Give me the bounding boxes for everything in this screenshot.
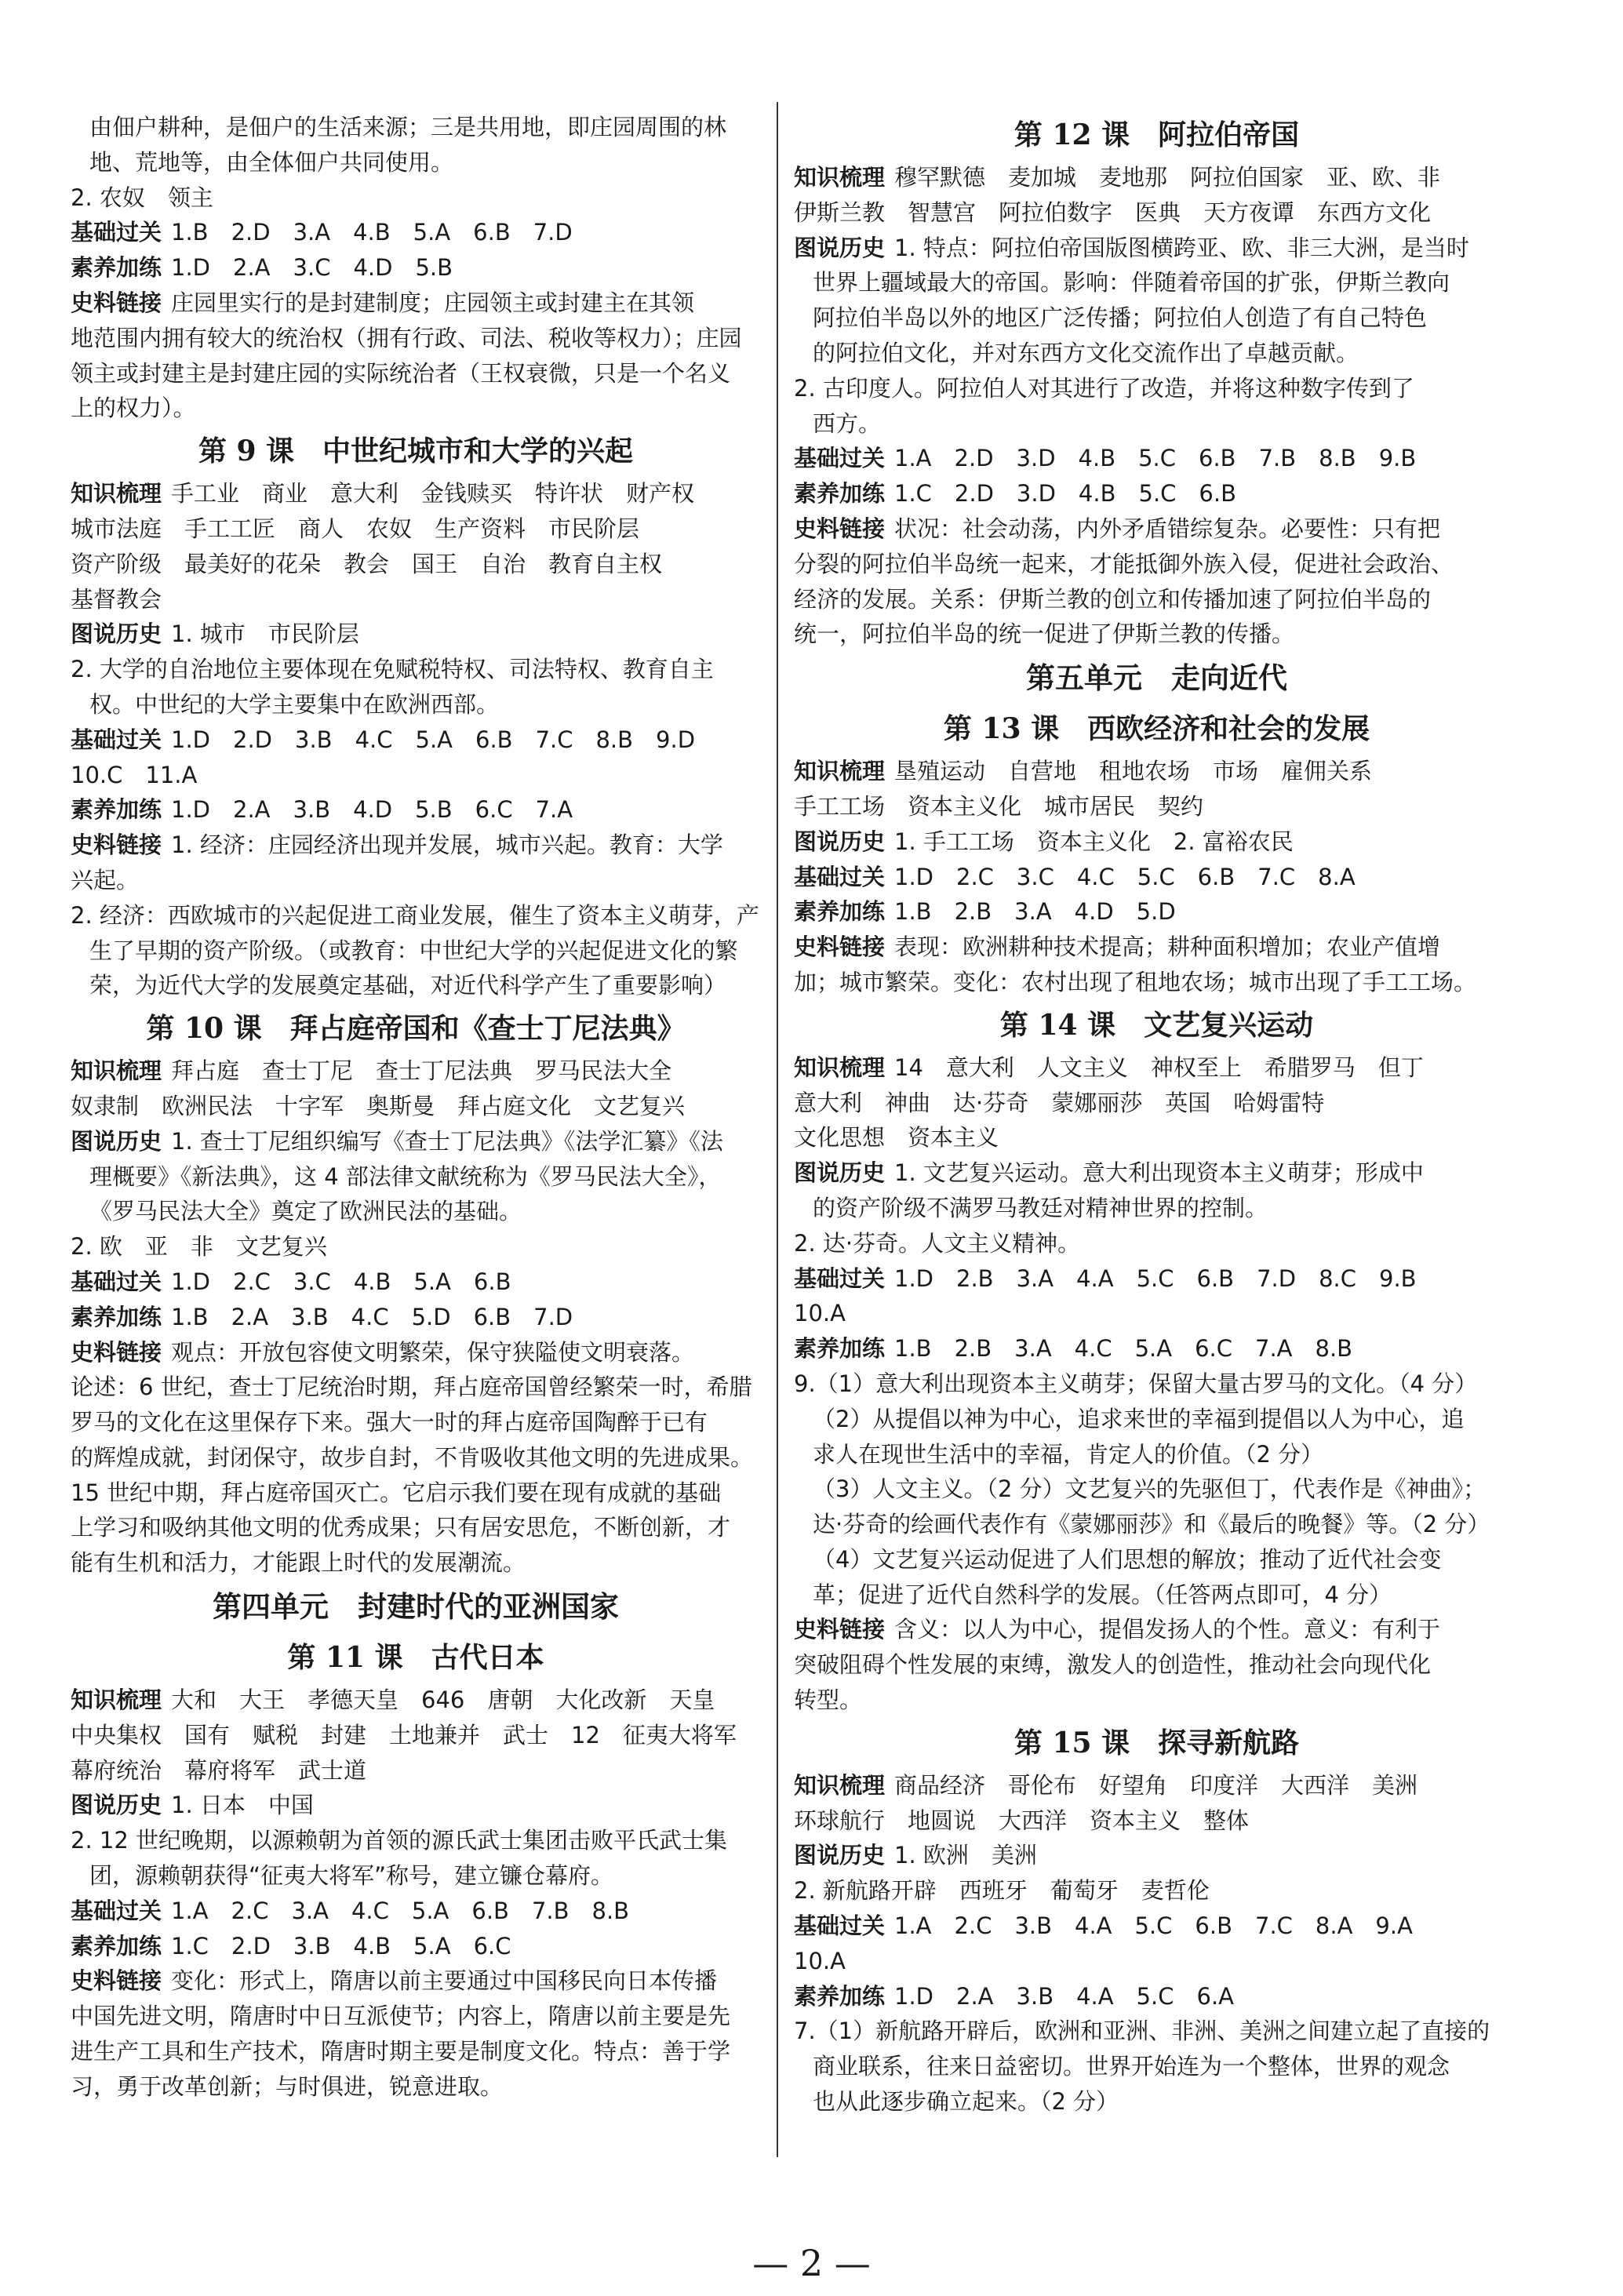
answer-line	[71, 933, 761, 969]
answer-line	[794, 1472, 1519, 1507]
answer-text: 文化思想 资本主义	[794, 1124, 999, 1152]
answer-text: 垦殖运动 自营地 租地农场 市场 雇佣关系	[894, 758, 1373, 785]
answer-line-labeled	[794, 476, 1519, 511]
answer-line-labeled	[794, 160, 1519, 195]
section-label: 知识梳理	[71, 1687, 162, 1714]
answer-text: 变化：形式上，隋唐以前主要通过中国移民向日本传播	[171, 1967, 718, 1995]
answer-text: 手工业 商业 意大利 金钱赎买 特许状 财产权	[171, 480, 695, 508]
section-label: 图说历史	[794, 1159, 886, 1187]
answer-text: 商品经济 哥伦布 好望角 印度洋 大西洋 美洲	[894, 1771, 1418, 1799]
answer-line	[794, 2049, 1519, 2084]
answer-text: 进生产工具和生产技术，隋唐时期主要是制度文化。特点：善于学	[71, 2038, 731, 2065]
answer-text: 上学习和吸纳其他文明的优秀成果；只有居安思危，不断创新，才	[71, 1514, 731, 1541]
answer-text: 大和 大王 孝德天皇 646 唐朝 大化改新 天皇	[171, 1687, 715, 1714]
answer-text: 领主或封建主是封建庄园的实际统治者（王权衰微，只是一个名义	[71, 359, 731, 387]
answer-line-labeled	[71, 1124, 761, 1159]
section-label: 图说历史	[71, 1792, 162, 1819]
answer-text: 1.D 2.C 3.C 4.B 5.A 6.B	[171, 1268, 511, 1295]
section-label: 素养加练	[71, 1303, 162, 1330]
answer-text: 伊斯兰教 智慧宫 阿拉伯数字 医典 天方夜谭 东西方文化	[794, 198, 1432, 226]
answer-line	[794, 1296, 1519, 1331]
answer-line	[71, 391, 761, 426]
section-label: 史料链接	[794, 515, 886, 542]
answer-line	[794, 789, 1519, 824]
answer-text: 求人在现世生活中的幸福，肯定人的价值。（2 分）	[813, 1440, 1324, 1468]
answer-text: 2. 大学的自治地位主要体现在免赋税特权、司法特权、教育自主	[71, 656, 714, 683]
answer-line-labeled	[794, 824, 1519, 860]
answer-line	[794, 1507, 1519, 1542]
left-column	[71, 110, 761, 2105]
answer-text: 也从此逐步确立起来。（2 分）	[813, 2088, 1119, 2116]
answer-line	[794, 1577, 1519, 1613]
answer-line	[794, 2084, 1519, 2120]
section-label: 素养加练	[794, 1335, 886, 1363]
answer-text: 1. 文艺复兴运动。意大利出现资本主义萌芽；形成中	[894, 1159, 1424, 1187]
answer-line-labeled	[794, 511, 1519, 547]
answer-text: 观点：开放包容使文明繁荣，保守狭隘使文明衰落。	[171, 1338, 695, 1366]
answer-line	[794, 195, 1519, 231]
section-label: 基础过关	[794, 1912, 886, 1940]
answer-line-labeled	[71, 1929, 761, 1964]
answer-text: 习，勇于改革创新；与时俱进，锐意进取。	[71, 2072, 504, 2100]
answer-line	[794, 1086, 1519, 1121]
answer-text: 荣，为近代大学的发展奠定基础，对近代科学产生了重要影响）	[89, 972, 727, 999]
answer-line-labeled	[71, 215, 761, 250]
section-label: 史料链接	[794, 933, 886, 961]
answer-line-labeled	[794, 441, 1519, 476]
answer-line-labeled	[71, 828, 761, 863]
answer-text: 14 意大利 人文主义 神权至上 希腊罗马 但丁	[894, 1053, 1424, 1081]
answer-line-labeled	[71, 1894, 761, 1929]
answer-line-labeled	[794, 231, 1519, 266]
answer-line-labeled	[794, 1612, 1519, 1647]
answer-text: 兴起。	[71, 866, 140, 893]
section-label: 素养加练	[71, 1932, 162, 1959]
answer-text: 革；促进了近代自然科学的发展。（任答两点即可，4 分）	[813, 1581, 1392, 1608]
answer-line-labeled	[794, 1979, 1519, 2014]
answer-line	[794, 336, 1519, 371]
answer-line	[71, 687, 761, 722]
answer-text: 1. 日本 中国	[171, 1792, 314, 1819]
answer-line	[71, 863, 761, 898]
lesson-title: 第 15 课 探寻新航路	[1013, 1726, 1300, 1759]
answer-line-labeled	[71, 1335, 761, 1370]
answer-line	[71, 145, 761, 180]
answer-text: 10.A	[794, 1947, 846, 1974]
answer-text: （3）人文主义。（2 分）文艺复兴的先驱但丁，代表作是《神曲》；	[813, 1475, 1487, 1503]
section-label: 基础过关	[794, 863, 886, 890]
section-label: 素养加练	[794, 898, 886, 926]
section-label: 基础过关	[71, 219, 162, 246]
answer-line-labeled	[794, 860, 1519, 895]
section-label: 基础过关	[794, 1264, 886, 1292]
lesson-title: 第 14 课 文艺复兴运动	[999, 1008, 1314, 1042]
answer-line	[794, 1366, 1519, 1402]
answer-line-labeled	[794, 1768, 1519, 1803]
section-label: 史料链接	[71, 1967, 162, 1995]
answer-line	[71, 652, 761, 687]
answer-line	[794, 371, 1519, 406]
answer-line	[794, 2014, 1519, 2049]
section-label: 素养加练	[71, 254, 162, 282]
answer-text: 1.D 2.C 3.C 4.C 5.C 6.B 7.C 8.A	[894, 863, 1356, 890]
answer-text: 10.C 11.A	[71, 761, 198, 788]
section-label: 史料链接	[71, 289, 162, 316]
answer-text: 统一，阿拉伯半岛的统一促进了伊斯兰教的传播。	[794, 620, 1295, 648]
section-label: 素养加练	[794, 1982, 886, 2010]
answer-line	[794, 1683, 1519, 1718]
answer-line	[71, 582, 761, 617]
answer-line	[794, 406, 1519, 442]
answer-text: 的辉煌成就，封闭保守，故步自封，不肯吸收其他文明的先进成果。	[71, 1443, 754, 1471]
answer-line	[794, 300, 1519, 336]
section-label: 图说历史	[71, 1127, 162, 1155]
unit-title: 第四单元 封建时代的亚洲国家	[213, 1589, 619, 1625]
section-label: 图说历史	[794, 828, 886, 855]
answer-text: （4）文艺复兴运动促进了人们思想的解放；推动了近代社会变	[813, 1545, 1442, 1573]
section-label: 知识梳理	[794, 164, 886, 191]
answer-line	[71, 321, 761, 356]
answer-line	[71, 1229, 761, 1264]
answer-line	[71, 1999, 761, 2034]
answer-line	[71, 1440, 761, 1475]
answer-line-labeled	[794, 894, 1519, 930]
answer-text: 1.B 2.A 3.B 4.C 5.D 6.B 7.D	[171, 1303, 573, 1330]
answer-line-labeled	[794, 1261, 1519, 1297]
section-label: 知识梳理	[71, 1057, 162, 1085]
answer-text: 表现：欧洲耕种技术提高；耕种面积增加；农业产值增	[894, 933, 1441, 961]
section-label: 图说历史	[794, 1842, 886, 1869]
answer-text: 含义：以人为中心，提倡发扬人的个性。意义：有利于	[894, 1616, 1441, 1643]
lesson-title: 第 10 课 拜占庭帝国和《查士丁尼法典》	[146, 1012, 686, 1046]
answer-text: 地范围内拥有较大的统治权（拥有行政、司法、税收等权力）；庄园	[71, 324, 742, 351]
answer-text: 2. 古印度人。阿拉伯人对其进行了改造，并将这种数字传到了	[794, 374, 1414, 402]
answer-line-labeled	[794, 1908, 1519, 1944]
answer-line	[71, 180, 761, 216]
answer-line-labeled	[71, 1053, 761, 1089]
answer-text: 中央集权 国有 赋税 封建 土地兼并 武士 12 征夷大将军	[71, 1721, 737, 1748]
answer-line-labeled	[71, 1788, 761, 1823]
section-label: 基础过关	[71, 726, 162, 753]
answer-text: （2）从提倡以神为中心，追求来世的幸福到提倡以人为中心，追	[813, 1405, 1465, 1432]
answer-text: 中国先进文明，隋唐时中日互派使节；内容上，隋唐以前主要是先	[71, 2003, 731, 2030]
answer-text: 1. 手工工场 资本主义化 2. 富裕农民	[894, 828, 1294, 855]
answer-line	[71, 1089, 761, 1124]
answer-text: 城市法庭 手工工匠 商人 农奴 生产资料 市民阶层	[71, 515, 640, 542]
answer-text: 突破阻碍个性发展的束缚，激发人的创造性，推动社会向现代化	[794, 1651, 1432, 1679]
answer-line	[71, 968, 761, 1003]
answer-line	[71, 2034, 761, 2069]
answer-text: 1.D 2.A 3.B 4.A 5.C 6.A	[894, 1982, 1235, 2010]
answer-line-labeled	[794, 930, 1519, 965]
answer-line-labeled	[71, 476, 761, 511]
answer-text: 1.B 2.B 3.A 4.D 5.D	[894, 898, 1176, 926]
answer-line	[794, 1437, 1519, 1472]
column-divider	[777, 102, 778, 2157]
section-label: 图说历史	[71, 620, 162, 648]
answer-line-labeled	[71, 792, 761, 828]
answer-text: 2. 农奴 领主	[71, 184, 213, 211]
answer-line-labeled	[794, 1155, 1519, 1191]
answer-text: 资产阶级 最美好的花朵 教会 国王 自治 教育自主权	[71, 550, 663, 577]
answer-line	[794, 1402, 1519, 1437]
answer-text: 1.B 2.B 3.A 4.C 5.A 6.C 7.A 8.B	[894, 1335, 1353, 1363]
section-label: 知识梳理	[794, 758, 886, 785]
answer-text: 1.D 2.A 3.C 4.D 5.B	[171, 254, 453, 282]
answer-text: 1.A 2.D 3.D 4.B 5.C 6.B 7.B 8.B 9.B	[894, 445, 1417, 472]
answer-line-labeled	[794, 1050, 1519, 1086]
answer-line	[71, 2069, 761, 2105]
section-label: 知识梳理	[71, 480, 162, 508]
answer-text: 意大利 神曲 达·芬奇 蒙娜丽莎 英国 哈姆雷特	[794, 1089, 1325, 1116]
right-column	[794, 110, 1519, 2120]
answer-line	[71, 1753, 761, 1788]
answer-text: 能有生机和活力，才能跟上时代的发展潮流。	[71, 1549, 526, 1577]
answer-text: 基督教会	[71, 585, 162, 613]
answer-text: 世界上疆域最大的帝国。影响：伴随着帝国的扩张，伊斯兰教向	[813, 269, 1450, 297]
answer-line-labeled	[71, 1683, 761, 1718]
answer-text: 的阿拉伯文化，并对东西方文化交流作出了卓越贡献。	[813, 339, 1359, 366]
answer-line-labeled	[71, 250, 761, 286]
answer-line-labeled	[71, 1300, 761, 1335]
answer-text: 10.A	[794, 1300, 846, 1327]
answer-line	[794, 1191, 1519, 1226]
answer-text: 1.D 2.A 3.B 4.D 5.B 6.C 7.A	[171, 796, 573, 824]
answer-line	[794, 1873, 1519, 1908]
answer-line	[794, 582, 1519, 617]
answer-line	[71, 1370, 761, 1405]
answer-text: 1.A 2.C 3.A 4.C 5.A 6.B 7.B 8.B	[171, 1897, 630, 1924]
answer-text: 1.C 2.D 3.D 4.B 5.C 6.B	[894, 480, 1236, 508]
answer-line-labeled	[794, 1331, 1519, 1366]
unit-title: 第五单元 走向近代	[1026, 660, 1287, 696]
answer-text: 论述：6 世纪，查士丁尼统治时期，拜占庭帝国曾经繁荣一时，希腊	[71, 1374, 752, 1401]
answer-line-labeled	[71, 617, 761, 652]
answer-text: 商业联系，往来日益密切。世界开始连为一个整体，世界的观念	[813, 2053, 1450, 2080]
answer-text: 团，源赖朝获得“征夷大将军”称号，建立镰仓幕府。	[89, 1862, 614, 1890]
answer-line	[794, 1944, 1519, 1979]
answer-text: 环球航行 地圆说 大西洋 资本主义 整体	[794, 1807, 1250, 1834]
answer-text: 2. 欧 亚 非 文艺复兴	[71, 1233, 327, 1261]
answer-text: 《罗马民法大全》奠定了欧洲民法的基础。	[89, 1198, 522, 1225]
answer-line	[71, 758, 761, 793]
answer-line	[794, 1803, 1519, 1839]
answer-text: 状况：社会动荡，内外矛盾错综复杂。必要性：只有把	[894, 515, 1441, 542]
section-label: 素养加练	[71, 796, 162, 824]
answer-line	[71, 1858, 761, 1894]
answer-text: 达·芬奇的绘画代表作有《蒙娜丽莎》和《最后的晚餐》等。（2 分）	[813, 1511, 1490, 1538]
answer-text: 1. 城市 市民阶层	[171, 620, 359, 648]
answer-text: 1. 特点：阿拉伯帝国版图横跨亚、欧、非三大洲，是当时	[894, 234, 1469, 261]
answer-text: 庄园里实行的是封建制度；庄园领主或封建主在其领	[171, 289, 695, 316]
lesson-title: 第 11 课 古代日本	[287, 1641, 544, 1675]
answer-text: 生了早期的资产阶级。（或教育：中世纪大学的兴起促进文化的繁	[89, 937, 738, 964]
answer-text: 2. 12 世纪晚期，以源赖朝为首领的源氏武士集团击败平氏武士集	[71, 1827, 728, 1854]
answer-line	[71, 1475, 761, 1511]
answer-line-labeled	[71, 286, 761, 321]
section-label: 知识梳理	[794, 1771, 886, 1799]
section-label: 基础过关	[71, 1268, 162, 1295]
page-number: — 2 —	[752, 2242, 871, 2284]
section-label: 史料链接	[71, 1338, 162, 1366]
answer-text: 1.A 2.C 3.B 4.A 5.C 6.B 7.C 8.A 9.A	[894, 1912, 1413, 1940]
answer-text: 上的权力）。	[71, 395, 196, 422]
answer-line	[794, 1120, 1519, 1155]
answer-line-labeled	[71, 1264, 761, 1300]
answer-text: 2. 新航路开辟 西班牙 葡萄牙 麦哲伦	[794, 1877, 1210, 1905]
answer-text: 幕府统治 幕府将军 武士道	[71, 1756, 367, 1784]
answer-line	[794, 1542, 1519, 1577]
answer-line	[71, 511, 761, 547]
answer-line	[71, 1405, 761, 1440]
answer-line	[794, 617, 1519, 652]
section-label: 史料链接	[794, 1616, 886, 1643]
section-label: 素养加练	[794, 480, 886, 508]
section-label: 知识梳理	[794, 1053, 886, 1081]
answer-text: 地、荒地等，由全体佃户共同使用。	[89, 148, 454, 176]
answer-text: 2. 经济：西欧城市的兴起促进工商业发展，催生了资本主义萌芽，产	[71, 901, 759, 929]
answer-line	[71, 898, 761, 933]
answer-line	[71, 547, 761, 582]
answer-text: 1.D 2.D 3.B 4.C 5.A 6.B 7.C 8.B 9.D	[171, 726, 696, 753]
answer-text: 由佃户耕种，是佃户的生活来源；三是共用地，即庄园周围的林	[89, 114, 727, 140]
answer-text: 拜占庭 查士丁尼 查士丁尼法典 罗马民法大全	[171, 1057, 672, 1085]
section-label: 基础过关	[794, 445, 886, 472]
answer-line	[71, 1194, 761, 1229]
section-label: 图说历史	[794, 234, 886, 261]
answer-text: 的资产阶级不满罗马教廷对精神世界的控制。	[813, 1194, 1268, 1221]
answer-text: 罗马的文化在这里保存下来。强大一时的拜占庭帝国陶醉于已有	[71, 1409, 708, 1436]
answer-line	[794, 547, 1519, 582]
answer-line	[71, 1545, 761, 1581]
answer-text: 加；城市繁荣。变化：农村出现了租地农场；城市出现了手工工场。	[794, 968, 1477, 995]
answer-text: 转型。	[794, 1687, 863, 1714]
answer-line	[794, 965, 1519, 1000]
answer-text: 7.（1）新航路开辟后，欧洲和亚洲、非洲、美洲之间建立起了直接的	[794, 2018, 1490, 2045]
answer-text: 权。中世纪的大学主要集中在欧洲西部。	[89, 690, 500, 718]
answer-text: 9.（1）意大利出现资本主义萌芽；保留大量古罗马的文化。（4 分）	[794, 1370, 1478, 1397]
answer-line	[71, 1718, 761, 1753]
answer-text: 经济的发展。关系：伊斯兰教的创立和传播加速了阿拉伯半岛的	[794, 585, 1432, 613]
section-label: 基础过关	[71, 1897, 162, 1924]
answer-text: 15 世纪中期，拜占庭帝国灭亡。它启示我们要在现有成就的基础	[71, 1479, 722, 1506]
answer-text: 奴隶制 欧洲民法 十字军 奥斯曼 拜占庭文化 文艺复兴	[71, 1092, 686, 1119]
answer-text: 2. 达·芬奇。人文主义精神。	[794, 1229, 1081, 1257]
answer-line-labeled	[794, 1838, 1519, 1873]
answer-text: 分裂的阿拉伯半岛统一起来，才能抵御外族入侵，促进社会政治、	[794, 550, 1454, 577]
answer-line	[71, 1823, 761, 1858]
answer-text: 西方。	[813, 409, 882, 437]
answer-line-labeled	[71, 722, 761, 758]
lesson-title: 第 12 课 阿拉伯帝国	[1013, 118, 1300, 151]
answer-line	[71, 356, 761, 391]
answer-line	[71, 1159, 761, 1195]
answer-line-labeled	[794, 754, 1519, 789]
answer-text: 1. 经济：庄园经济出现并发展，城市兴起。教育：大学	[171, 831, 723, 859]
answer-text: 1.D 2.B 3.A 4.A 5.C 6.B 7.D 8.C 9.B	[894, 1264, 1417, 1292]
answer-line	[71, 110, 761, 145]
answer-text: 阿拉伯半岛以外的地区广泛传播；阿拉伯人创造了有自己特色	[813, 304, 1428, 332]
answer-line	[794, 265, 1519, 300]
answer-text: 穆罕默德 麦加城 麦地那 阿拉伯国家 亚、欧、非	[894, 164, 1441, 191]
answer-text: 手工工场 资本主义化 城市居民 契约	[794, 792, 1204, 820]
section-label: 史料链接	[71, 831, 162, 859]
lesson-title: 第 9 课 中世纪城市和大学的兴起	[198, 435, 634, 468]
answer-text: 1. 查士丁尼组织编写《查士丁尼法典》《法学汇纂》《法	[171, 1127, 723, 1155]
answer-line-labeled	[71, 1963, 761, 1999]
answer-text: 1.B 2.D 3.A 4.B 5.A 6.B 7.D	[171, 219, 573, 246]
answer-line	[71, 1510, 761, 1545]
lesson-title: 第 13 课 西欧经济和社会的发展	[943, 712, 1370, 746]
answer-text: 1. 欧洲 美洲	[894, 1842, 1037, 1869]
answer-text: 理概要》《新法典》，这 4 部法律文献统称为《罗马民法大全》，	[89, 1163, 722, 1190]
answer-line	[794, 1226, 1519, 1261]
answer-line	[794, 1647, 1519, 1683]
answer-text: 1.C 2.D 3.B 4.B 5.A 6.C	[171, 1932, 511, 1959]
